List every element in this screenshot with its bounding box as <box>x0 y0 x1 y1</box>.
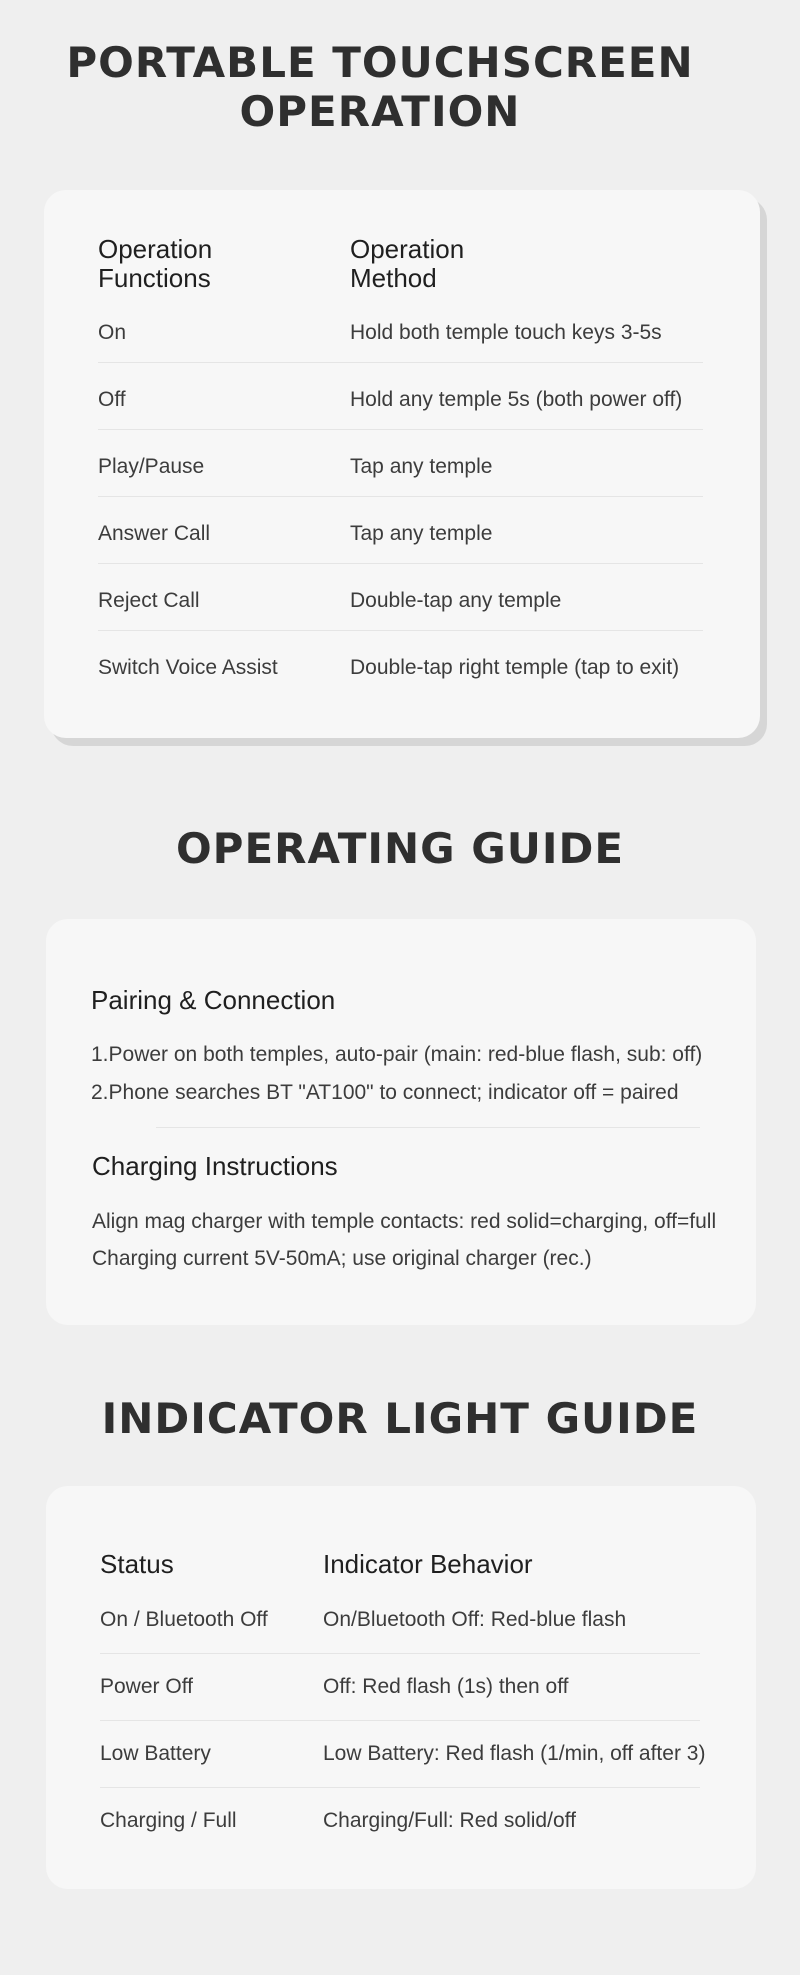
row-function: Answer Call <box>98 522 211 545</box>
row-function: Reject Call <box>98 589 200 612</box>
charging-line: Align mag charger with temple contacts: red solid=charging, off=full <box>92 1210 717 1233</box>
header-indicator-behavior: Indicator Behavior <box>323 1549 533 1579</box>
row-divider <box>98 496 703 497</box>
row-method: Tap any temple <box>350 455 493 478</box>
row-divider <box>98 429 703 430</box>
row-divider <box>100 1787 700 1788</box>
row-divider <box>98 630 703 631</box>
row-method: Double-tap any temple <box>350 589 562 612</box>
row-function: Switch Voice Assist <box>98 656 278 679</box>
row-divider <box>98 362 703 363</box>
pairing-line: 2.Phone searches BT "AT100" to connect; indicator off = paired <box>91 1081 679 1104</box>
header-col2-line1: Operation <box>350 234 465 264</box>
row-behavior: Low Battery: Red flash (1/min, off after 3) <box>323 1742 706 1765</box>
row-function: On <box>98 321 127 344</box>
header-col1-line2: Functions <box>98 263 211 293</box>
row-method: Hold any temple 5s (both power off) <box>350 388 683 411</box>
row-status: On / Bluetooth Off <box>100 1608 268 1631</box>
row-method: Hold both temple touch keys 3-5s <box>350 321 662 344</box>
row-status: Low Battery <box>100 1742 211 1765</box>
row-function: Off <box>98 388 126 411</box>
row-function: Play/Pause <box>98 455 205 478</box>
row-behavior: On/Bluetooth Off: Red-blue flash <box>323 1608 627 1631</box>
header-operation-functions <box>98 235 212 293</box>
header-col1-line1: Operation <box>98 234 213 264</box>
operation-table-card <box>44 190 760 738</box>
indicator-table-card <box>46 1486 756 1889</box>
pairing-line: 1.Power on both temples, auto-pair (main: red-blue flash, sub: off) <box>91 1043 703 1066</box>
header-col2-line2: Method <box>350 263 437 293</box>
header-status: Status <box>100 1549 174 1579</box>
section-divider <box>156 1127 700 1128</box>
charging-line: Charging current 5V-50mA; use original charger (rec.) <box>92 1247 592 1270</box>
row-divider <box>98 563 703 564</box>
row-method: Tap any temple <box>350 522 493 545</box>
row-status: Power Off <box>100 1675 193 1698</box>
title-line-1: PORTABLE TOUCHSCREEN <box>66 38 694 87</box>
row-method: Double-tap right temple (tap to exit) <box>350 656 680 679</box>
row-divider <box>100 1653 700 1654</box>
row-divider <box>100 1720 700 1721</box>
operating-guide-card <box>46 919 756 1325</box>
touchscreen-operation-title <box>0 38 780 136</box>
pairing-title: Pairing & Connection <box>91 985 336 1015</box>
row-behavior: Charging/Full: Red solid/off <box>323 1809 576 1832</box>
operating-guide-title: OPERATING GUIDE <box>175 824 625 873</box>
header-operation-method <box>350 235 464 293</box>
charging-title: Charging Instructions <box>92 1151 338 1181</box>
title-line-2: OPERATION <box>239 87 521 136</box>
row-behavior: Off: Red flash (1s) then off <box>323 1675 569 1698</box>
row-status: Charging / Full <box>100 1809 237 1832</box>
indicator-light-guide-title: INDICATOR LIGHT GUIDE <box>101 1394 699 1443</box>
